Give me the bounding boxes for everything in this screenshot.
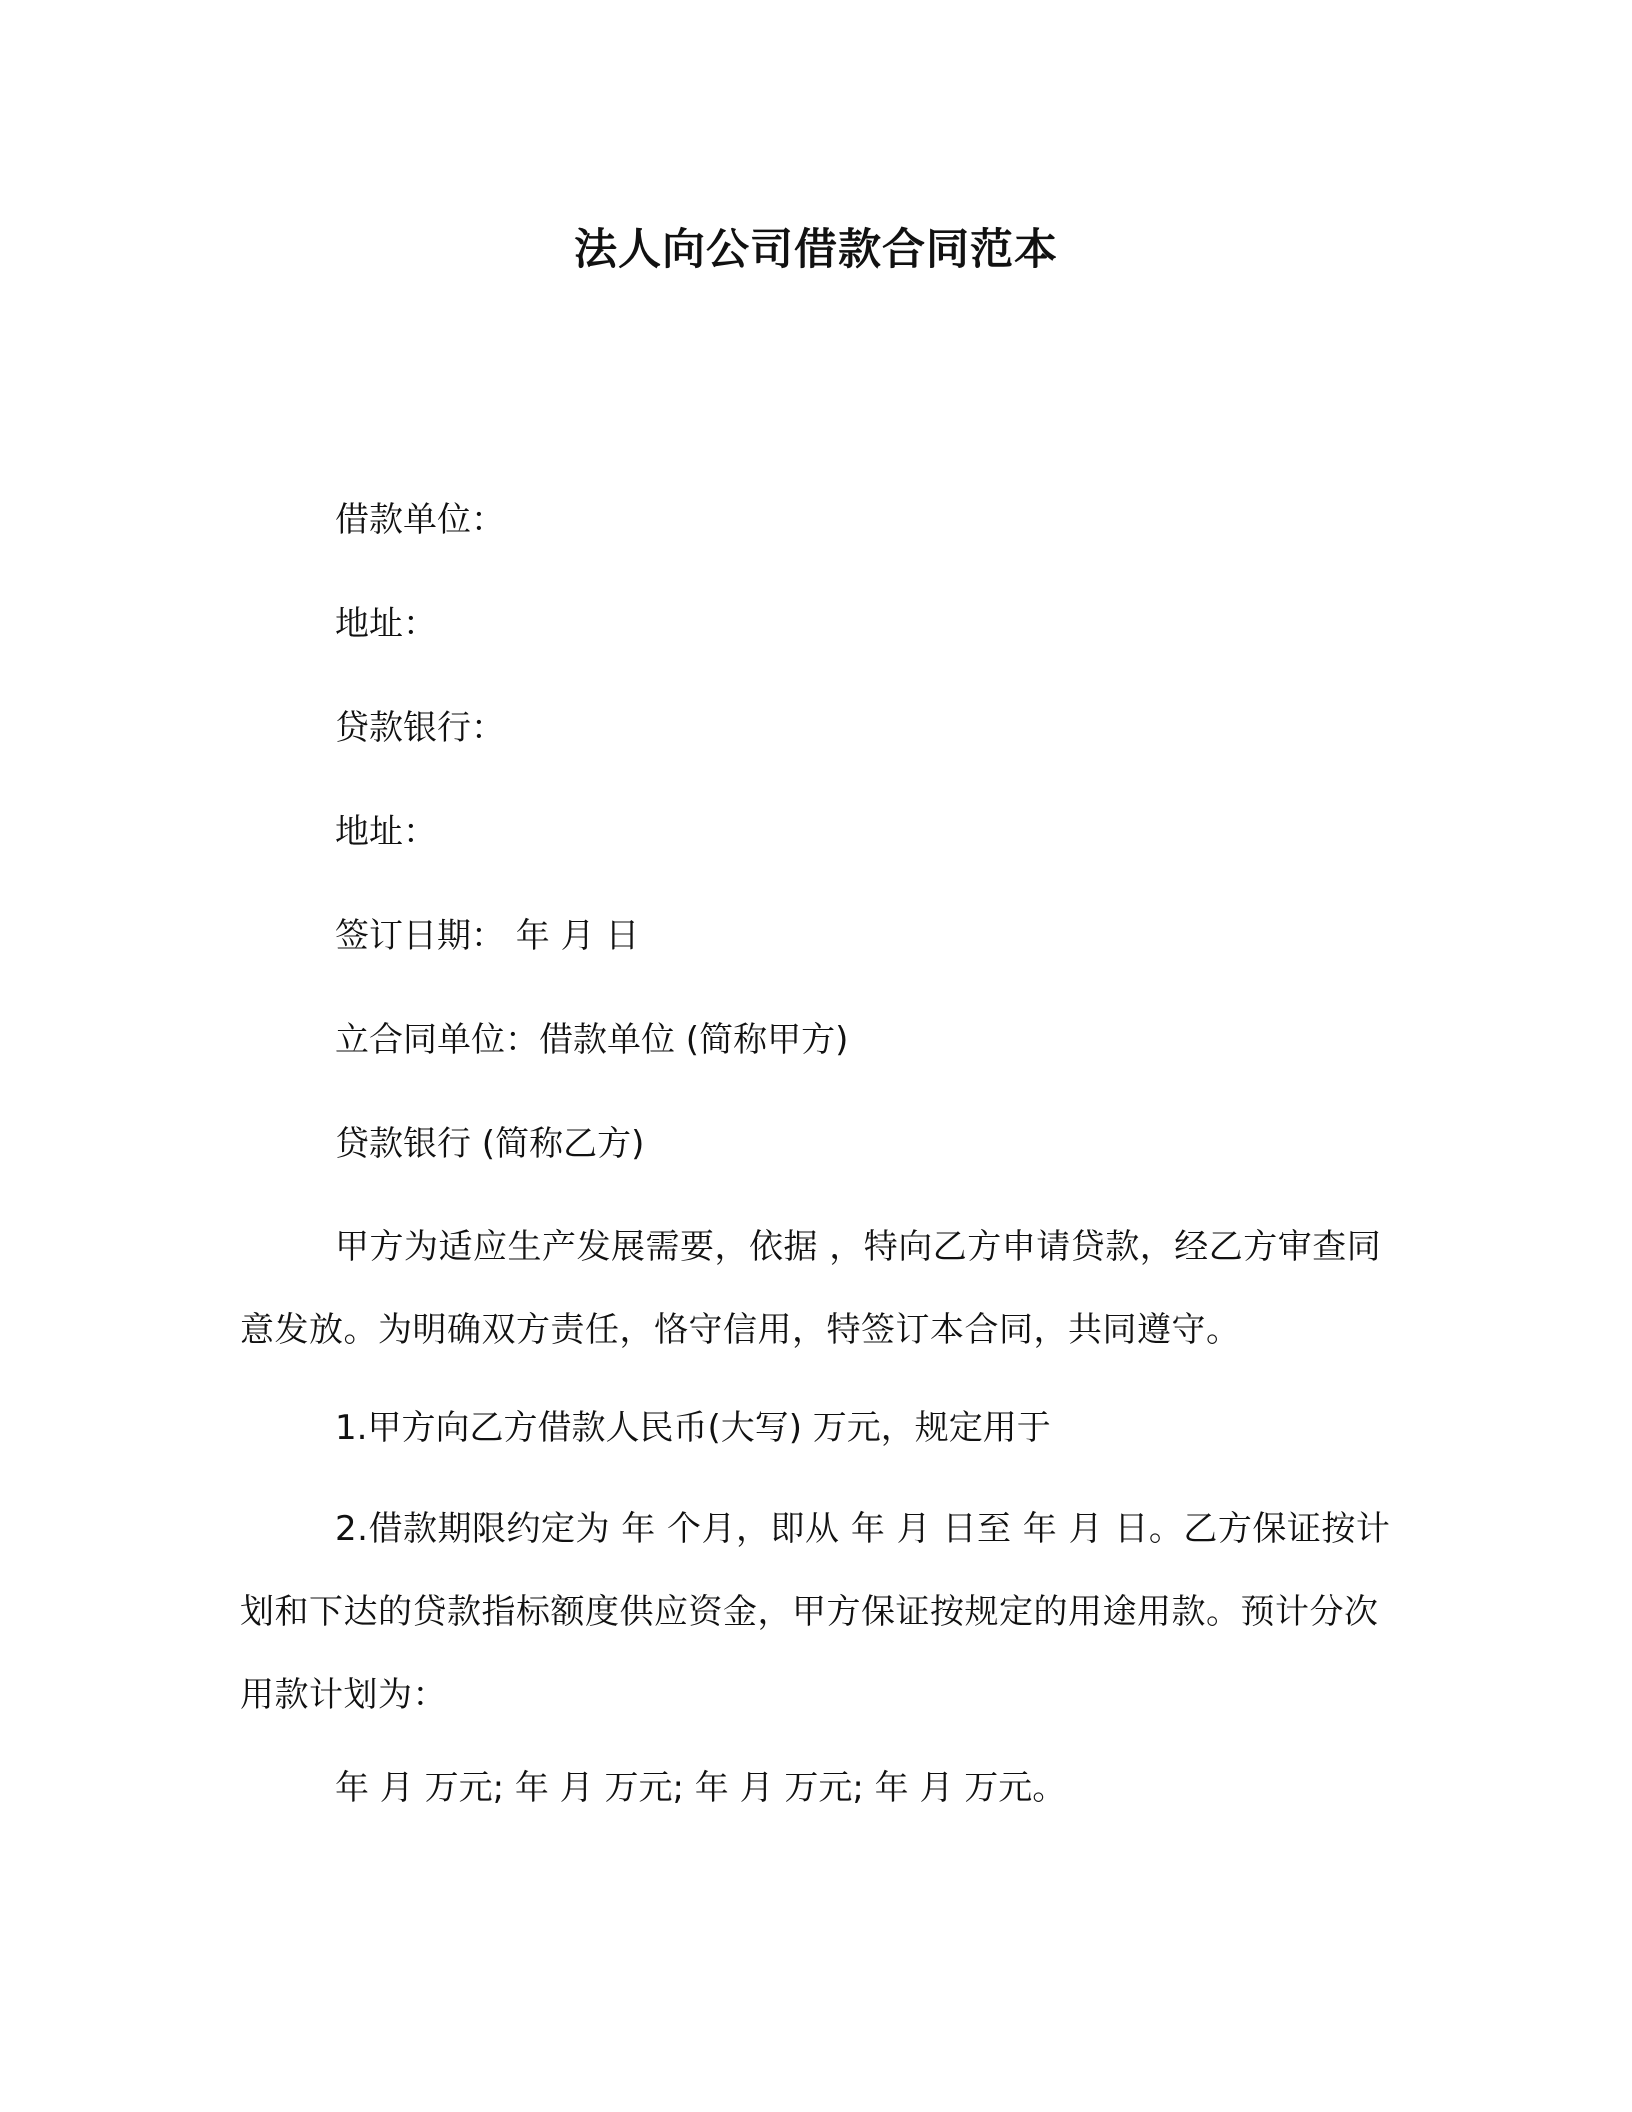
borrower-address-field: 地址： [335,604,437,644]
lending-bank-field: 贷款银行： [335,708,505,748]
bank-abbreviation-field: 贷款银行 (简称乙方) [335,1124,645,1164]
intro-paragraph: 甲方为适应生产发展需要，依据 ，特向乙方申请贷款，经乙方审查同意发放。为明确双方责任，恪守信用，特签订本合同，共同遵守。 [240,1227,1382,1350]
signing-date-field: 签订日期： 年 月 日 [335,916,640,956]
bank-address-field: 地址： [335,812,437,852]
borrower-field: 借款单位： [335,500,505,540]
document-title: 法人向公司借款合同范本 [574,225,1058,275]
usage-plan: 年 月 万元; 年 月 万元; 年 月 万元; 年 月 万元。 [335,1768,1067,1808]
clause-1: 1.甲方向乙方借款人民币(大写) 万元，规定用于 [335,1408,1051,1448]
contracting-parties-field: 立合同单位：借款单位 (简称甲方) [335,1020,849,1060]
clause-2: 2.借款期限约定为 年 个月，即从 年 月 日至 年 月 日。乙方保证按计划和下达的贷款指标额度供应资金，甲方保证按规定的用途用款。预计分次用款计划为： [240,1509,1391,1715]
